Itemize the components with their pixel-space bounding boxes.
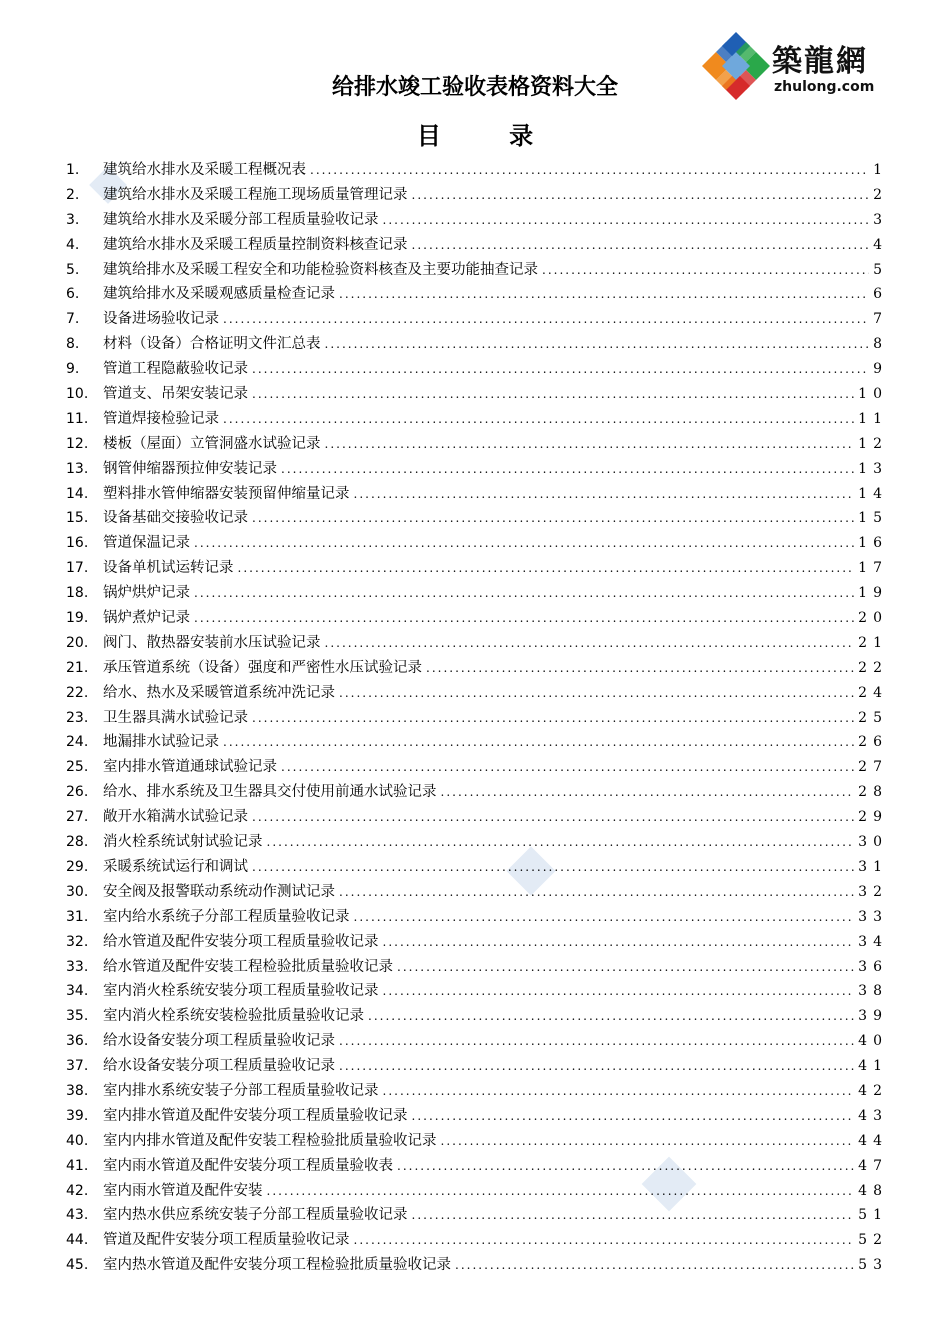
toc-item-page: 24	[858, 684, 888, 701]
toc-dot-leader	[223, 312, 869, 326]
toc-item[interactable]	[66, 1054, 888, 1079]
toc-item-number: 9.	[66, 361, 80, 378]
toc-item-number: 13.	[66, 460, 89, 477]
toc-dot-leader	[252, 511, 854, 525]
toc-item[interactable]	[66, 730, 888, 755]
table-of-contents	[66, 158, 888, 1278]
toc-item-number: 40.	[66, 1132, 89, 1149]
toc-item-title: 设备进场验收记录	[103, 311, 219, 328]
toc-item-number: 10.	[66, 386, 89, 403]
toc-item-title: 卫生器具满水试验记录	[103, 709, 248, 726]
toc-item-page: 29	[858, 809, 888, 826]
toc-item-page: 14	[858, 485, 888, 502]
toc-dot-leader	[397, 960, 854, 974]
toc-item-page: 39	[858, 1008, 888, 1025]
toc-item-page: 13	[858, 460, 888, 477]
toc-item-page: 52	[858, 1232, 888, 1249]
toc-heading: 目 录	[416, 121, 564, 150]
toc-item-title: 设备基础交接验收记录	[103, 510, 248, 527]
toc-item-title: 室内给水系统子分部工程质量验收记录	[103, 908, 350, 925]
toc-dot-leader	[412, 238, 870, 252]
toc-item-page: 40	[858, 1033, 888, 1050]
toc-item-page: 31	[858, 858, 888, 875]
toc-item-title: 给水设备安装分项工程质量验收记录	[103, 1058, 335, 1075]
toc-item-page: 8	[873, 336, 888, 353]
toc-item[interactable]	[66, 880, 888, 905]
toc-item-title: 设备单机试运转记录	[103, 560, 234, 577]
toc-item-number: 39.	[66, 1107, 89, 1124]
toc-dot-leader	[368, 1009, 854, 1023]
toc-item-page: 27	[858, 759, 888, 776]
toc-dot-leader	[325, 337, 870, 351]
toc-item[interactable]	[66, 1079, 888, 1104]
toc-item[interactable]	[66, 382, 888, 407]
toc-dot-leader	[354, 487, 855, 501]
toc-item-title: 给水管道及配件安装分项工程质量验收记录	[103, 933, 379, 950]
toc-item-title: 室内消火栓系统安装检验批质量验收记录	[103, 1008, 364, 1025]
toc-item-title: 管道保温记录	[103, 535, 190, 552]
toc-item-page: 5	[873, 261, 888, 278]
toc-item[interactable]	[66, 1104, 888, 1129]
toc-dot-leader	[383, 1084, 855, 1098]
toc-item-number: 30.	[66, 883, 89, 900]
toc-dot-leader	[223, 412, 854, 426]
toc-item-title: 锅炉煮炉记录	[103, 610, 190, 627]
toc-item-number: 44.	[66, 1232, 89, 1249]
toc-item[interactable]	[66, 1029, 888, 1054]
toc-item[interactable]	[66, 307, 888, 332]
toc-item[interactable]	[66, 830, 888, 855]
document-title: 给排水竣工验收表格资料大全	[331, 74, 618, 100]
toc-item-title: 室内热水供应系统安装子分部工程质量验收记录	[103, 1207, 408, 1224]
toc-item-page: 12	[858, 435, 888, 452]
toc-item-title: 室内消火栓系统安装分项工程质量验收记录	[103, 983, 379, 1000]
toc-dot-leader	[238, 561, 855, 575]
toc-item[interactable]	[66, 1129, 888, 1154]
toc-item-title: 楼板（屋面）立管洞盛水试验记录	[103, 435, 321, 452]
toc-item[interactable]	[66, 233, 888, 258]
toc-item-number: 5.	[66, 261, 80, 278]
toc-item-page: 26	[858, 734, 888, 751]
toc-item-title: 塑料排水管伸缩器安装预留伸缩量记录	[103, 485, 350, 502]
toc-item-title: 室内排水系统安装子分部工程质量验收记录	[103, 1082, 379, 1099]
toc-item-page: 2	[873, 186, 888, 203]
toc-item-number: 23.	[66, 709, 89, 726]
toc-item-number: 17.	[66, 560, 89, 577]
toc-item[interactable]	[66, 1253, 888, 1278]
toc-item-title: 阀门、散热器安装前水压试验记录	[103, 634, 321, 651]
toc-item-title: 室内雨水管道及配件安装分项工程质量验收表	[103, 1157, 393, 1174]
toc-item-title: 材料（设备）合格证明文件汇总表	[103, 336, 321, 353]
toc-dot-leader	[339, 287, 869, 301]
toc-item[interactable]	[66, 930, 888, 955]
toc-item-number: 15.	[66, 510, 89, 527]
toc-dot-leader	[339, 1034, 854, 1048]
toc-item-number: 32.	[66, 933, 89, 950]
toc-item-number: 24.	[66, 734, 89, 751]
toc-item[interactable]	[66, 755, 888, 780]
toc-dot-leader	[397, 1159, 854, 1173]
toc-item[interactable]	[66, 780, 888, 805]
toc-dot-leader	[252, 711, 854, 725]
toc-dot-leader	[441, 785, 855, 799]
toc-item[interactable]	[66, 581, 888, 606]
toc-item-page: 42	[858, 1082, 888, 1099]
toc-item-title: 室内热水管道及配件安装分项工程检验批质量验收记录	[103, 1257, 451, 1274]
toc-dot-leader	[426, 661, 854, 675]
toc-dot-leader	[310, 163, 869, 177]
toc-item-page: 36	[858, 958, 888, 975]
toc-item[interactable]	[66, 905, 888, 930]
toc-item-page: 4	[873, 236, 888, 253]
toc-item[interactable]	[66, 357, 888, 382]
toc-item[interactable]	[66, 656, 888, 681]
toc-item-title: 室内内排水管道及配件安装工程检验批质量验收记录	[103, 1132, 437, 1149]
toc-item-number: 43.	[66, 1207, 89, 1224]
toc-item-page: 41	[858, 1058, 888, 1075]
toc-item[interactable]	[66, 1154, 888, 1179]
toc-item[interactable]	[66, 407, 888, 432]
toc-item-title: 消火栓系统试射试验记录	[103, 834, 263, 851]
toc-item[interactable]	[66, 556, 888, 581]
toc-dot-leader	[383, 984, 855, 998]
toc-item-page: 43	[858, 1107, 888, 1124]
toc-item-page: 38	[858, 983, 888, 1000]
toc-dot-leader	[252, 860, 854, 874]
toc-item-title: 室内排水管道及配件安装分项工程质量验收记录	[103, 1107, 408, 1124]
toc-item[interactable]	[66, 606, 888, 631]
toc-item-page: 6	[873, 286, 888, 303]
toc-dot-leader	[267, 1184, 855, 1198]
toc-dot-leader	[194, 536, 854, 550]
toc-item-page: 28	[858, 784, 888, 801]
toc-dot-leader	[281, 462, 854, 476]
toc-dot-leader	[354, 910, 855, 924]
toc-item-number: 25.	[66, 759, 89, 776]
toc-item-number: 29.	[66, 858, 89, 875]
toc-item-title: 地漏排水试验记录	[103, 734, 219, 751]
toc-item-number: 33.	[66, 958, 89, 975]
toc-item-number: 34.	[66, 983, 89, 1000]
toc-dot-leader	[252, 810, 854, 824]
toc-item-title: 管道工程隐蔽验收记录	[103, 361, 248, 378]
toc-item[interactable]	[66, 332, 888, 357]
toc-item[interactable]	[66, 208, 888, 233]
toc-item-page: 17	[858, 560, 888, 577]
toc-item-title: 给水、排水系统及卫生器具交付使用前通水试验记录	[103, 784, 437, 801]
toc-item-title: 管道焊接检验记录	[103, 410, 219, 427]
toc-item-number: 7.	[66, 311, 80, 328]
toc-item-number: 3.	[66, 211, 80, 228]
toc-item-title: 给水、热水及采暖管道系统冲洗记录	[103, 684, 335, 701]
toc-item-title: 室内排水管道通球试验记录	[103, 759, 277, 776]
toc-dot-leader	[252, 387, 854, 401]
toc-dot-leader	[542, 263, 869, 277]
toc-dot-leader	[455, 1258, 854, 1272]
toc-item-title: 建筑给排水及采暖工程安全和功能检验资料核查及主要功能抽查记录	[103, 261, 538, 278]
toc-item[interactable]	[66, 681, 888, 706]
toc-item[interactable]	[66, 855, 888, 880]
toc-item[interactable]	[66, 158, 888, 183]
toc-dot-leader	[194, 611, 854, 625]
toc-dot-leader	[223, 735, 854, 749]
toc-item-number: 42.	[66, 1182, 89, 1199]
toc-item[interactable]	[66, 706, 888, 731]
toc-item-title: 敞开水箱满水试验记录	[103, 809, 248, 826]
toc-item[interactable]	[66, 258, 888, 283]
toc-item-page: 32	[858, 883, 888, 900]
toc-item[interactable]	[66, 183, 888, 208]
toc-item-title: 管道支、吊架安装记录	[103, 386, 248, 403]
toc-dot-leader	[383, 935, 855, 949]
toc-item-page: 47	[858, 1157, 888, 1174]
toc-item-number: 28.	[66, 834, 89, 851]
toc-dot-leader	[325, 437, 855, 451]
toc-item-number: 27.	[66, 809, 89, 826]
toc-item-number: 38.	[66, 1082, 89, 1099]
toc-item-title: 安全阀及报警联动系统动作测试记录	[103, 883, 335, 900]
toc-dot-leader	[412, 1208, 855, 1222]
toc-item-page: 51	[858, 1207, 888, 1224]
toc-item-title: 建筑给水排水及采暖分部工程质量验收记录	[103, 211, 379, 228]
toc-item-number: 14.	[66, 485, 89, 502]
toc-item-page: 21	[858, 634, 888, 651]
toc-item[interactable]	[66, 482, 888, 507]
toc-item-page: 9	[873, 361, 888, 378]
toc-item-title: 建筑给水排水及采暖工程质量控制资料核查记录	[103, 236, 408, 253]
toc-dot-leader	[339, 1059, 854, 1073]
toc-item-number: 31.	[66, 908, 89, 925]
logo-name-cn: 築龍網	[772, 44, 868, 79]
toc-item-page: 25	[858, 709, 888, 726]
toc-item-page: 3	[873, 211, 888, 228]
toc-item-number: 11.	[66, 410, 89, 427]
toc-item-page: 10	[858, 386, 888, 403]
toc-item-page: 33	[858, 908, 888, 925]
toc-item-page: 15	[858, 510, 888, 527]
toc-item-number: 20.	[66, 634, 89, 651]
toc-item-page: 30	[858, 834, 888, 851]
toc-item-page: 34	[858, 933, 888, 950]
toc-item-title: 承压管道系统（设备）强度和严密性水压试验记录	[103, 659, 422, 676]
toc-item-number: 45.	[66, 1257, 89, 1274]
logo-name-en: zhulong.com	[774, 79, 875, 95]
toc-dot-leader	[267, 835, 855, 849]
toc-item-number: 41.	[66, 1157, 89, 1174]
toc-item-title: 锅炉烘炉记录	[103, 585, 190, 602]
toc-item[interactable]	[66, 531, 888, 556]
toc-item-number: 26.	[66, 784, 89, 801]
toc-item-page: 1	[873, 162, 888, 178]
toc-dot-leader	[252, 362, 869, 376]
toc-item-page: 48	[858, 1182, 888, 1199]
toc-item-page: 53	[858, 1257, 888, 1274]
toc-item-title: 钢管伸缩器预拉伸安装记录	[103, 460, 277, 477]
toc-item[interactable]	[66, 1228, 888, 1253]
toc-item-number: 12.	[66, 435, 89, 452]
toc-item-number: 37.	[66, 1058, 89, 1075]
toc-item-number: 19.	[66, 610, 89, 627]
toc-dot-leader	[339, 686, 854, 700]
toc-item[interactable]	[66, 631, 888, 656]
toc-item-number: 22.	[66, 684, 89, 701]
toc-dot-leader	[383, 213, 870, 227]
toc-dot-leader	[325, 636, 855, 650]
toc-dot-leader	[339, 885, 854, 899]
toc-item-page: 11	[858, 410, 888, 427]
toc-item-number: 16.	[66, 535, 89, 552]
toc-item-page: 7	[873, 311, 888, 328]
toc-item-number: 8.	[66, 336, 80, 353]
toc-item-number: 1.	[66, 162, 80, 178]
toc-item-number: 36.	[66, 1033, 89, 1050]
toc-item-title: 建筑给水排水及采暖工程施工现场质量管理记录	[103, 186, 408, 203]
toc-item-page: 44	[858, 1132, 888, 1149]
toc-item-page: 19	[858, 585, 888, 602]
toc-item[interactable]	[66, 979, 888, 1004]
toc-item-title: 建筑给排水及采暖观感质量检查记录	[103, 286, 335, 303]
toc-dot-leader	[441, 1134, 855, 1148]
toc-item-number: 6.	[66, 286, 80, 303]
toc-dot-leader	[194, 586, 854, 600]
toc-item[interactable]	[66, 1004, 888, 1029]
toc-item-number: 2.	[66, 186, 80, 203]
toc-item-page: 16	[858, 535, 888, 552]
toc-item[interactable]	[66, 506, 888, 531]
toc-item[interactable]	[66, 1179, 888, 1204]
toc-item-title: 室内雨水管道及配件安装	[103, 1182, 263, 1199]
toc-item-page: 20	[858, 610, 888, 627]
toc-item-number: 4.	[66, 236, 80, 253]
toc-dot-leader	[281, 760, 854, 774]
toc-item-title: 采暖系统试运行和调试	[103, 858, 248, 875]
toc-item[interactable]	[66, 805, 888, 830]
toc-item[interactable]	[66, 457, 888, 482]
toc-dot-leader	[412, 188, 870, 202]
toc-item-title: 建筑给水排水及采暖工程概况表	[103, 162, 306, 178]
toc-dot-leader	[354, 1233, 855, 1247]
toc-item-number: 21.	[66, 659, 89, 676]
toc-item[interactable]	[66, 1203, 888, 1228]
toc-item-title: 给水管道及配件安装工程检验批质量验收记录	[103, 958, 393, 975]
toc-item-title: 给水设备安装分项工程质量验收记录	[103, 1033, 335, 1050]
toc-dot-leader	[412, 1109, 855, 1123]
toc-item[interactable]	[66, 955, 888, 980]
toc-item[interactable]	[66, 432, 888, 457]
toc-item[interactable]	[66, 282, 888, 307]
toc-item-page: 22	[858, 659, 888, 676]
toc-item-number: 35.	[66, 1008, 89, 1025]
toc-item-number: 18.	[66, 585, 89, 602]
toc-item-title: 管道及配件安装分项工程质量验收记录	[103, 1232, 350, 1249]
